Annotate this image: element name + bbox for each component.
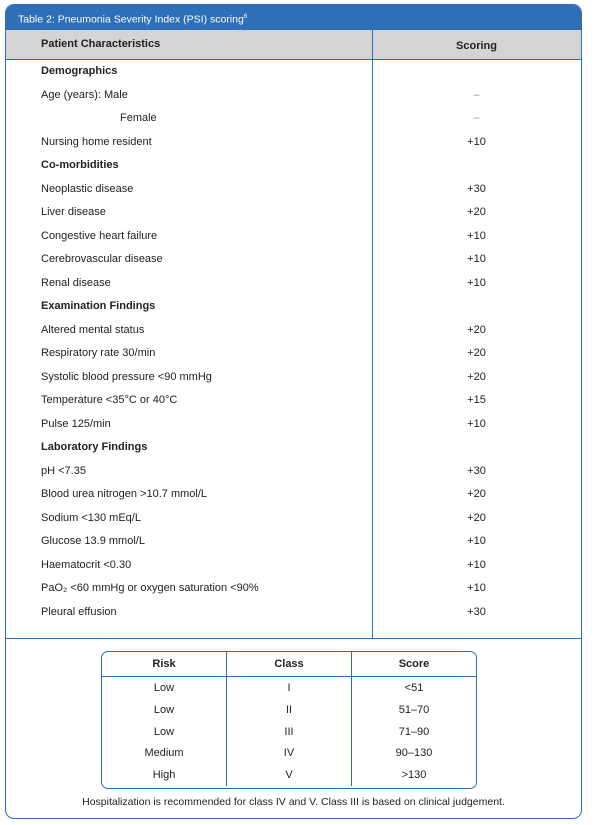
table-row	[6, 319, 581, 343]
score-value: –	[473, 112, 480, 124]
section-row	[6, 154, 581, 178]
score-value: –	[473, 88, 480, 101]
characteristic-label: Cerebrovascular disease	[41, 253, 163, 265]
risk-cell: Medium	[102, 742, 227, 764]
characteristic-label: Respiratory rate 30/min	[41, 347, 156, 359]
score-value: +10	[467, 276, 486, 289]
characteristic-label: Neoplastic disease	[41, 182, 134, 195]
risk-cell: Low	[102, 699, 227, 721]
section-row	[6, 60, 581, 84]
section-heading: Demographics	[41, 65, 118, 77]
table-row	[6, 272, 581, 296]
score-value: +10	[467, 253, 486, 265]
table-row	[6, 577, 581, 601]
characteristic-label: Congestive heart failure	[41, 229, 158, 242]
title-reference: 6	[243, 14, 248, 20]
score-value: +30	[467, 605, 486, 618]
score-value: +20	[467, 347, 486, 359]
characteristic-label: Blood urea nitrogen >10.7 mmol/L	[41, 488, 208, 500]
table-row	[6, 201, 581, 225]
table-row	[6, 107, 581, 131]
section-heading: Examination Findings	[41, 300, 156, 312]
score-value: +30	[467, 464, 486, 477]
score-value: +10	[467, 135, 486, 148]
risk-cell: Low	[102, 721, 227, 743]
table-row	[6, 413, 581, 437]
score-cell: 71–90	[398, 725, 430, 738]
score-cell: <51	[404, 682, 424, 694]
characteristic-label: Glucose 13.9 mmol/L	[41, 535, 145, 547]
risk-cell: High	[102, 764, 227, 786]
characteristic-label: Haematocrit <0.30	[41, 558, 132, 571]
characteristic-label: Pleural effusion	[41, 605, 117, 618]
table-row	[6, 460, 581, 484]
table-row	[6, 530, 581, 554]
section-heading: Co-morbidities	[41, 159, 119, 171]
risk-row	[102, 699, 476, 721]
table-row	[6, 601, 581, 625]
risk-row	[102, 764, 476, 786]
table-row	[6, 248, 581, 272]
table-row	[6, 225, 581, 249]
score-value: +10	[467, 417, 486, 430]
score-value: +10	[467, 535, 486, 547]
score-value: +15	[467, 394, 486, 406]
characteristic-label: pH <7.35	[41, 464, 86, 477]
risk-class-table	[101, 651, 477, 789]
characteristic-label: Nursing home resident	[41, 135, 152, 148]
characteristic-label: Pulse 125/min	[41, 417, 111, 430]
table-row	[6, 483, 581, 507]
section-row	[6, 436, 581, 460]
risk-header: Risk	[102, 652, 227, 676]
characteristic-label: Sodium <130 mEq/L	[41, 511, 141, 524]
section-heading: Laboratory Findings	[41, 441, 148, 453]
characteristic-label: Liver disease	[41, 206, 106, 218]
score-value: +10	[467, 558, 486, 571]
section-separator	[6, 638, 581, 639]
header-patient-characteristics: Patient Characteristics	[41, 38, 161, 50]
risk-row	[102, 742, 476, 764]
class-header: Class	[227, 652, 352, 676]
score-cell: 51–70	[398, 703, 430, 716]
score-value: +20	[467, 488, 486, 500]
score-value: +20	[467, 323, 486, 336]
characteristics-rows	[6, 60, 581, 624]
risk-table-header	[102, 652, 476, 677]
characteristic-label: Temperature <35°C or 40°C	[41, 394, 178, 406]
characteristic-label: Female	[120, 112, 157, 124]
table-row	[6, 507, 581, 531]
characteristic-label: Age (years): Male	[41, 88, 128, 101]
score-cell: 90–130	[395, 747, 433, 760]
risk-cell: Low	[102, 677, 227, 699]
class-cell: III	[227, 721, 352, 743]
header-scoring: Scoring	[456, 40, 497, 52]
score-header: Score	[398, 658, 430, 670]
score-value: +20	[467, 206, 486, 218]
characteristic-label: Renal disease	[41, 276, 111, 289]
risk-row	[102, 721, 476, 743]
characteristic-label: Systolic blood pressure <90 mmHg	[41, 370, 212, 383]
footnote: Hospitalization is recommended for class IV and V. Class III is based on clinical judgement.	[82, 796, 505, 808]
class-cell: V	[227, 764, 352, 786]
score-value: +20	[467, 511, 486, 524]
section-row	[6, 295, 581, 319]
class-cell: IV	[227, 742, 352, 764]
table-row	[6, 131, 581, 155]
table-row	[6, 554, 581, 578]
table-title: Table 2: Pneumonia Severity Index (PSI) scoring$^6$	[6, 5, 581, 30]
table-row	[6, 342, 581, 366]
class-cell: I	[227, 677, 352, 699]
psi-table-card	[5, 4, 582, 819]
score-value: +30	[467, 182, 486, 195]
risk-row	[102, 677, 476, 699]
table-row	[6, 178, 581, 202]
table-row	[6, 84, 581, 108]
characteristic-label: PaO₂ <60 mmHg or oxygen saturation <90%	[41, 582, 259, 594]
table-row	[6, 366, 581, 390]
score-value: +10	[467, 229, 486, 242]
table-header	[6, 30, 581, 60]
score-cell: >130	[401, 769, 427, 782]
table-row	[6, 389, 581, 413]
score-value: +10	[467, 582, 486, 594]
characteristic-label: Altered mental status	[41, 323, 145, 336]
risk-table-body	[102, 677, 476, 786]
score-value: +20	[467, 370, 486, 383]
class-cell: II	[227, 699, 352, 721]
